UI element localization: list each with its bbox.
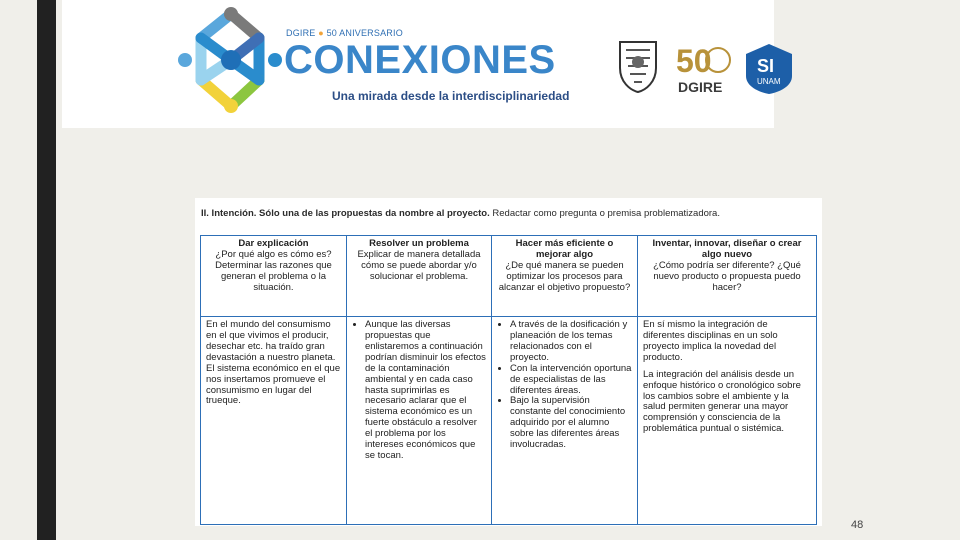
- table-row: [201, 317, 817, 525]
- body-cell: [638, 317, 817, 525]
- section-title: II. Intención. Sólo una de las propuestas da nombre al proyecto. Redactar como pregunta o premisa problematizadora.: [201, 208, 720, 219]
- header-cell: Resolver un problema Explicar de manera detallada cómo se puede abordar y/o solucionar el problema.: [347, 236, 492, 317]
- header-cell: Dar explicación ¿Por qué algo es cómo es? Determinar las razones que generan el problema o la situación.: [201, 236, 347, 317]
- proposal-table: [200, 235, 817, 525]
- cell-paragraph: La integración del análisis desde un enfoque histórico o cronológico sobre los cambios sobre el ambiente y la salud permiten generar una mayor comprensión y consciencia de la problemática puntual o sistémica.: [643, 368, 801, 435]
- list-item: • Bajo la supervisión constante del conocimiento adquirido por el alumno sobre las diferentes áreas involucradas.: [510, 396, 632, 451]
- si-logo-label: SI: [757, 56, 775, 76]
- header-banner: [62, 0, 781, 128]
- page-number: 48: [851, 519, 864, 531]
- dgire-50-logo-icon: [674, 40, 734, 96]
- unam-seal-icon: [614, 38, 662, 94]
- body-cell: [201, 317, 347, 525]
- list-item: • Con la intervención oportuna de especialistas de las diferentes áreas.: [510, 364, 632, 397]
- network-logo-icon: [175, 0, 287, 124]
- svg-text:50: 50: [676, 43, 712, 79]
- list-item: • Aunque las diversas propuestas que enlistaremos a continuación podrían disminuir los efectos de la contaminación ambiental y en cada caso hasta suprimirlas es necesario aclarar que el sistema económico es un fuerte obstáculo a resolver el problema por los intereses económicos que se tocan.: [365, 320, 486, 462]
- list-item: • A través de la dosificación y planeación de los temas relacionados con el proyecto.: [510, 320, 632, 364]
- brand-subtitle: Una mirada desde la interdisciplinariedad: [332, 89, 570, 103]
- header-cell: Inventar, innovar, diseñar o crear algo nuevo ¿Cómo podría ser diferente? ¿Qué nuevo producto o propuesta puedo hacer?: [638, 236, 817, 317]
- unam-logo-label: UNAM: [757, 77, 781, 86]
- brand-title: CONEXIONES: [284, 38, 556, 82]
- si-unam-logo-icon: [742, 40, 796, 96]
- cell-paragraph: En sí mismo la integración de diferentes disciplinas en un solo proyecto implica la novedad del producto.: [643, 319, 778, 363]
- left-accent-bar: [37, 0, 56, 540]
- anniversary-tagline: DGIRE ● 50 ANIVERSARIO: [286, 28, 403, 38]
- cell-text: En el mundo del consumismo en el que vivimos el producir, desechar etc. ha traído gran devastación a nuestro planeta. El sistema económico en el que nos insertamos promueve el consumismo en lugar del trueque.: [206, 319, 341, 407]
- header-cell: Hacer más eficiente o mejorar algo ¿De qué manera se pueden optimizar los procesos para alcanzar el objetivo propuesto?: [492, 236, 638, 317]
- dgire-logo-label: DGIRE: [678, 79, 723, 95]
- body-cell: [347, 317, 492, 525]
- body-cell: [492, 317, 638, 525]
- intention-document: [195, 198, 822, 526]
- table-header-row: [201, 236, 817, 317]
